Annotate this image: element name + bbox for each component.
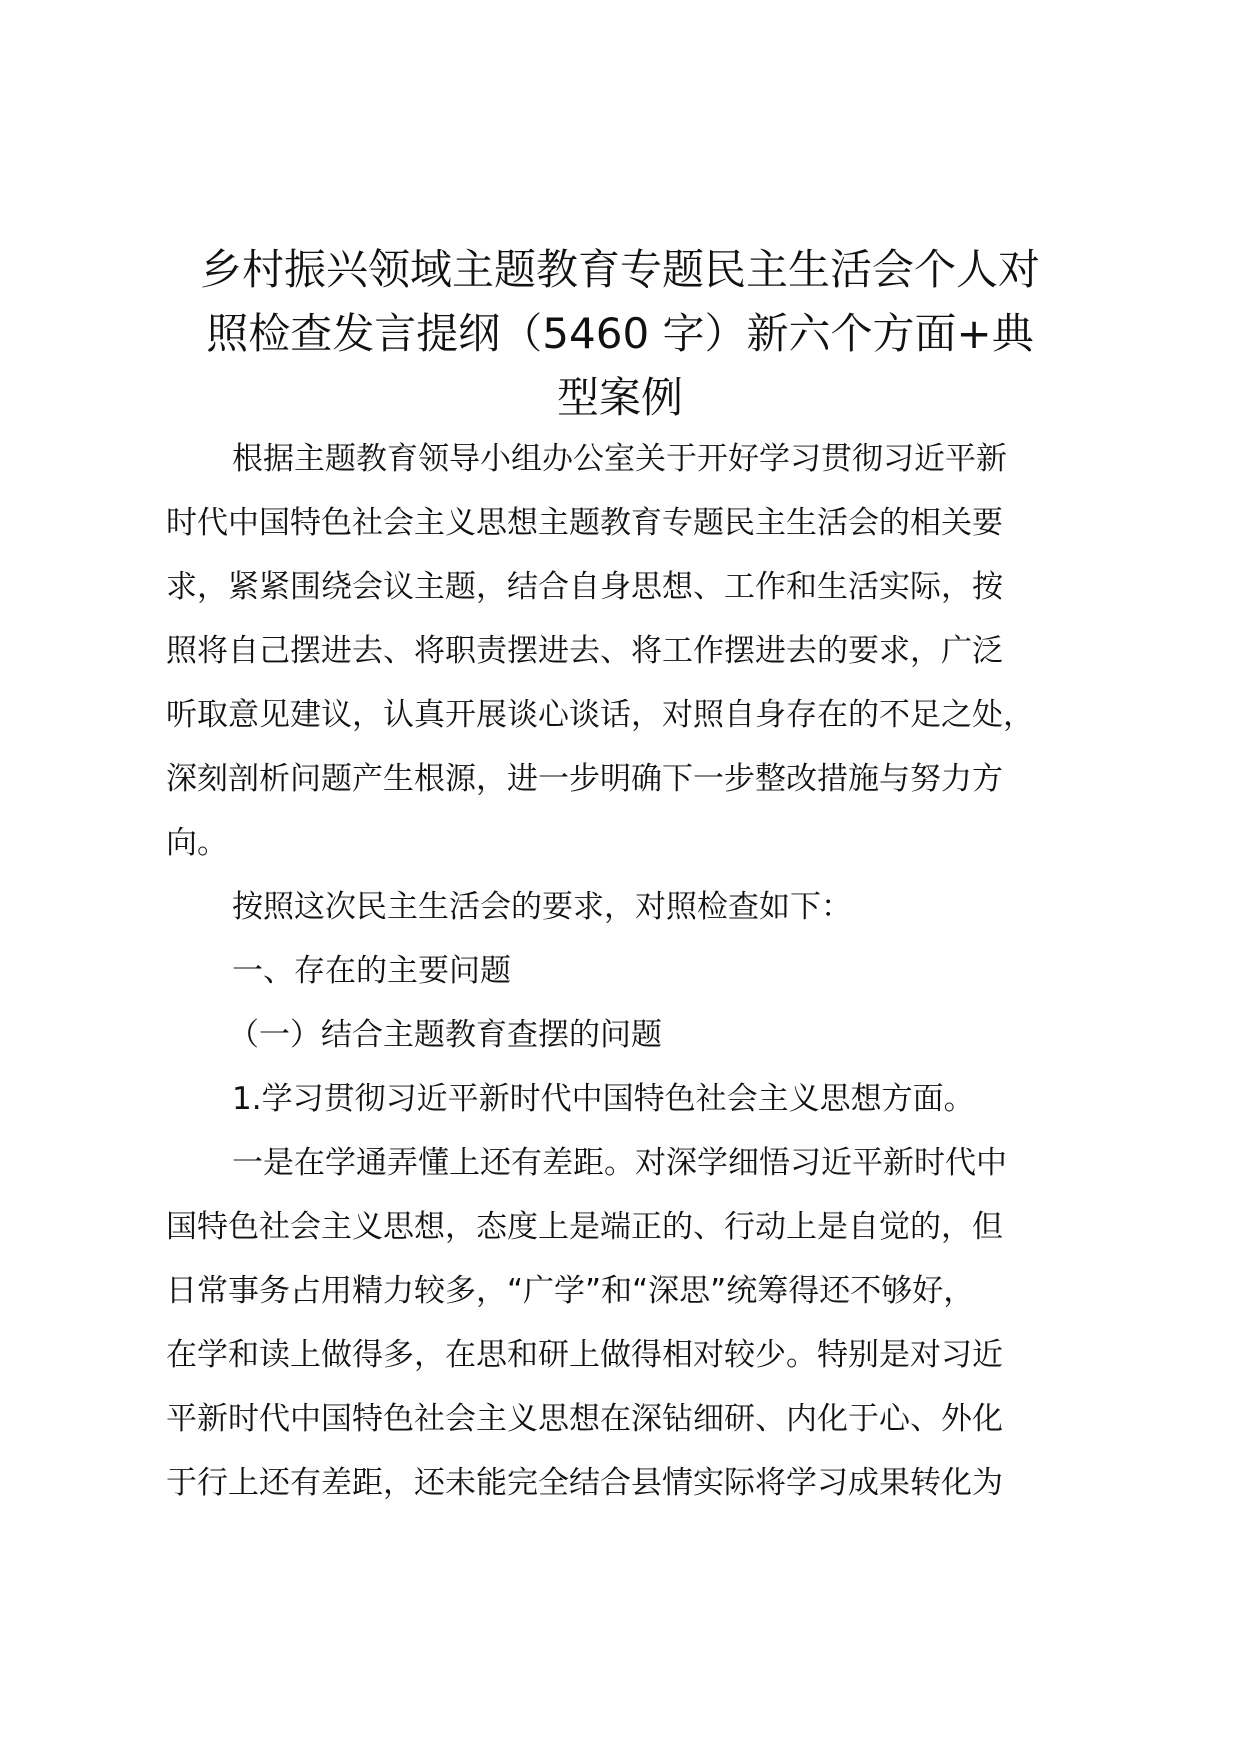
heading-line: 一、存在的主要问题 xyxy=(232,953,511,989)
check-intro-paragraph xyxy=(166,875,1076,939)
paragraph-line: 求，紧紧围绕会议主题，结合自身思想、工作和生活实际，按 xyxy=(166,569,1003,605)
paragraph-line: 于行上还有差距，还未能完全结合县情实际将学习成果转化为 xyxy=(166,1465,1003,1501)
title-line: 照检查发言提纲（5460 字）新六个方面+典 xyxy=(206,309,1034,358)
title-line: 型案例 xyxy=(556,373,683,422)
paragraph-line: 在学和读上做得多，在思和研上做得相对较少。特别是对习近 xyxy=(166,1337,1003,1373)
heading-line: （一）结合主题教育查摆的问题 xyxy=(228,1017,662,1053)
section-heading xyxy=(166,939,1076,1003)
paragraph-line: 国特色社会主义思想，态度上是端正的、行动上是自觉的，但 xyxy=(166,1209,1003,1245)
paragraph-line: 深刻剖析问题产生根源，进一步明确下一步整改措施与努力方 xyxy=(166,761,1003,797)
heading-line: 1.学习贯彻习近平新时代中国特色社会主义思想方面。 xyxy=(232,1081,975,1117)
problem-paragraph xyxy=(166,1131,1076,1515)
title-line: 乡村振兴领域主题教育专题民主生活会个人对 xyxy=(199,245,1040,294)
paragraph-line: 听取意见建议，认真开展谈心谈话，对照自身存在的不足之处， xyxy=(166,697,1034,733)
document-title xyxy=(150,238,1090,430)
intro-paragraph xyxy=(166,427,1076,875)
paragraph-line: 向。 xyxy=(166,825,228,861)
paragraph-line: 日常事务占用精力较多，“广学”和“深思”统筹得还不够好， xyxy=(166,1273,975,1309)
paragraph-line: 根据主题教育领导小组办公室关于开好学习贯彻习近平新 xyxy=(232,441,1007,477)
paragraph-line: 平新时代中国特色社会主义思想在深钻细研、内化于心、外化 xyxy=(166,1401,1003,1437)
paragraph-line: 照将自己摆进去、将职责摆进去、将工作摆进去的要求，广泛 xyxy=(166,633,1003,669)
document-body xyxy=(166,427,1076,1515)
paragraph-line: 一是在学通弄懂上还有差距。对深学细悟习近平新时代中 xyxy=(232,1145,1007,1181)
item-heading xyxy=(166,1067,1076,1131)
paragraph-line: 时代中国特色社会主义思想主题教育专题民主生活会的相关要 xyxy=(166,505,1003,541)
subsection-heading xyxy=(166,1003,1076,1067)
paragraph-line: 按照这次民主生活会的要求，对照检查如下： xyxy=(232,889,852,925)
